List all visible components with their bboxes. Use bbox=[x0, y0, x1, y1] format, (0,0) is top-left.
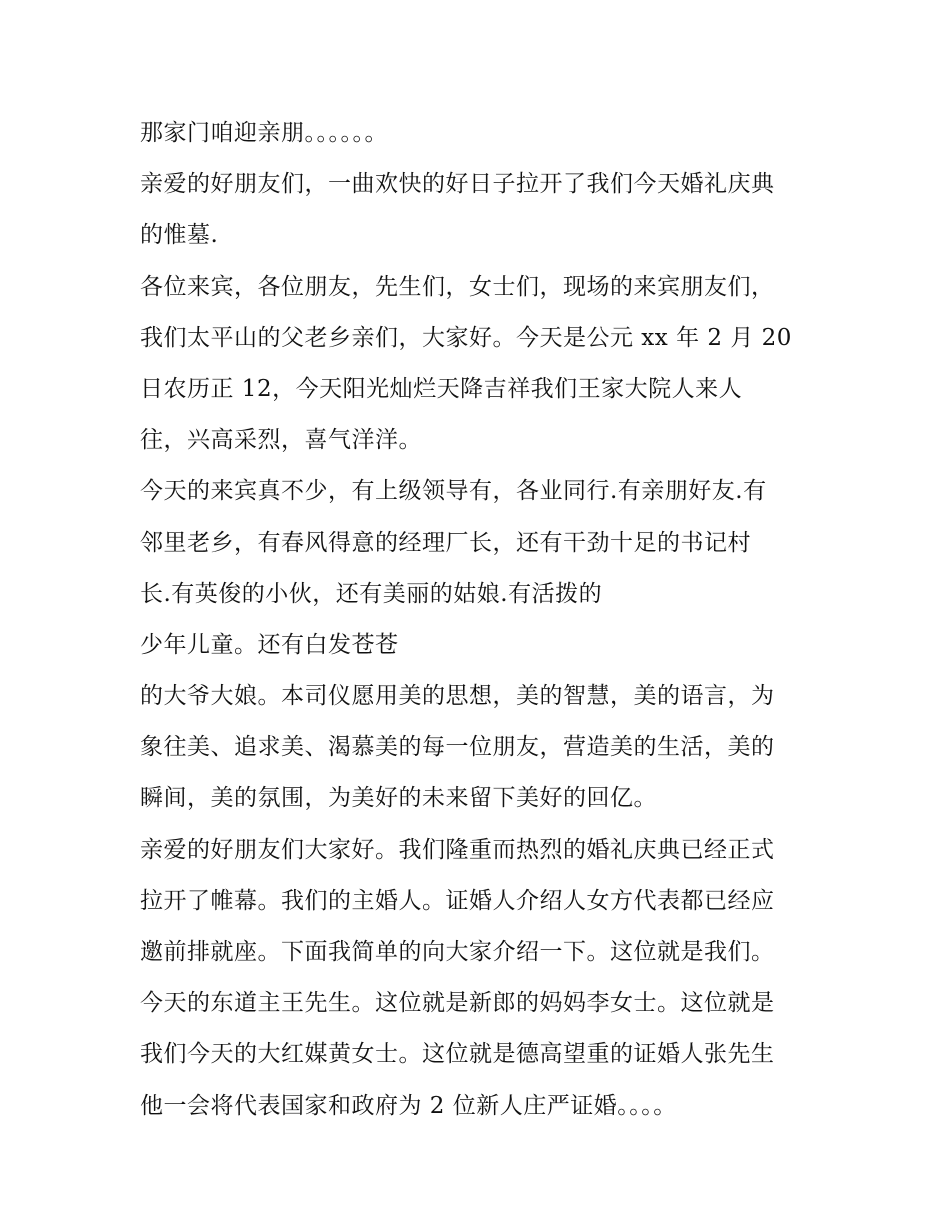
text-line: 各位来宾，各位朋友，先生们，女士们，现场的来宾朋友们， bbox=[140, 273, 775, 300]
text-line: 日农历正 12，今天阳光灿烂天降吉祥我们王家大院人来人 bbox=[140, 375, 743, 402]
text-line: 少年儿童。还有白发苍苍 bbox=[140, 631, 399, 658]
text-line: 长.有英俊的小伙，还有美丽的姑娘.有活拨的 bbox=[140, 580, 603, 607]
text-line: 拉开了帷幕。我们的主婚人。证婚人介绍人女方代表都已经应 bbox=[140, 887, 775, 914]
text-line: 邻里老乡，有春风得意的经理厂长，还有干劲十足的书记村 bbox=[140, 529, 751, 556]
text-line: 我们太平山的父老乡亲们，大家好。今天是公元 xx 年 2 月 20 bbox=[140, 324, 792, 351]
text-line: 的大爷大娘。本司仪愿用美的思想，美的智慧，美的语言，为 bbox=[140, 683, 775, 710]
text-line: 今天的东道主王先生。这位就是新郎的妈妈李女士。这位就是 bbox=[140, 990, 775, 1017]
text-line: 亲爱的好朋友们，一曲欢快的好日子拉开了我们今天婚礼庆典 bbox=[140, 171, 775, 198]
text-line: 瞬间，美的氛围，为美好的未来留下美好的回亿。 bbox=[140, 785, 657, 812]
text-line: 象往美、追求美、渴慕美的每一位朋友，营造美的生活，美的 bbox=[140, 734, 775, 761]
text-line: 往，兴高采烈，喜气洋洋。 bbox=[140, 427, 422, 454]
text-line: 今天的来宾真不少，有上级领导有，各业同行.有亲朋好友.有 bbox=[140, 478, 767, 505]
text-line: 我们今天的大红媒黄女士。这位就是德高望重的证婚人张先生 bbox=[140, 1041, 775, 1068]
text-line: 的惟墓. bbox=[140, 222, 219, 249]
text-line: 亲爱的好朋友们大家好。我们隆重而热烈的婚礼庆典已经正式 bbox=[140, 836, 775, 863]
document-body bbox=[140, 108, 820, 1132]
text-line: 邀前排就座。下面我简单的向大家介绍一下。这位就是我们。 bbox=[140, 939, 775, 965]
text-line: 他一会将代表国家和政府为 2 位新人庄严证婚。。。。 bbox=[140, 1092, 677, 1119]
text-line: 那家门咱迎亲朋。。。。。。 bbox=[140, 120, 388, 146]
